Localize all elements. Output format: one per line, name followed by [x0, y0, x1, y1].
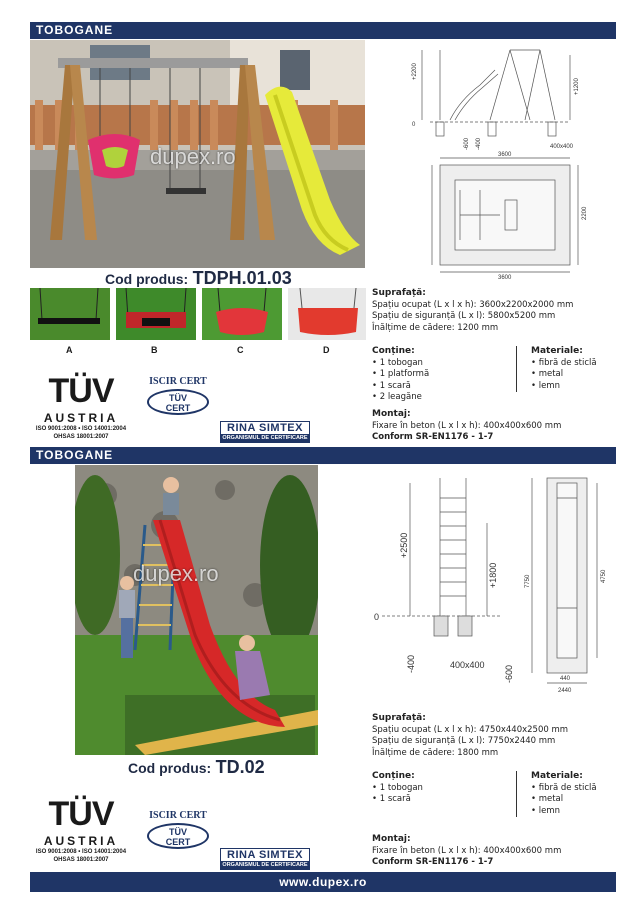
dim-w2: 4750 — [601, 569, 607, 583]
spec-materials-1 — [516, 346, 597, 392]
mount-heading: Montaj: — [372, 409, 411, 419]
dim-zero: 0 — [374, 612, 380, 622]
tuv-cert-top: TÜV — [169, 827, 187, 837]
contains-heading: Conține: — [372, 771, 415, 781]
contains-item: • 1 tobogan — [372, 357, 423, 368]
tuv-cert-bottom: CERT — [165, 403, 191, 413]
dim-h2: +1800 — [488, 562, 498, 588]
rina-title: RINA SIMTEX — [227, 849, 303, 861]
dim-w1: 3600 — [498, 152, 512, 158]
product-code-value: TDPH.01.03 — [192, 268, 292, 288]
materials-item: • metal — [531, 369, 564, 379]
contains-item: • 1 scară — [372, 794, 411, 804]
tuv-cert-bottom: CERT — [165, 837, 191, 847]
rina-simtex-logo-2 — [220, 848, 310, 870]
spec-surface-1 — [372, 288, 612, 334]
materials-item: • lemn — [531, 380, 560, 391]
materials-item: • lemn — [531, 805, 560, 816]
iso-line-1: ISO 9001:2008 • ISO 14001:2004 — [35, 849, 127, 855]
dim-w4: 2440 — [558, 688, 572, 694]
product-code-label: Cod produs: — [105, 271, 189, 287]
mount-text: Fixare în beton (L x l x h): 400x400x600 mm — [372, 845, 562, 856]
surface-line-3: Înălțime de cădere: 1800 mm — [372, 747, 499, 758]
dim-d1: -600 — [464, 137, 470, 150]
contains-heading: Conține: — [372, 346, 415, 356]
tuv-mark: TÜV — [48, 372, 114, 410]
surface-line-1: Spațiu ocupat (L x l x h): 3600x2200x2000 mm — [372, 299, 574, 310]
materials-heading: Materiale: — [531, 771, 583, 781]
austria-text: AUSTRIA — [43, 411, 119, 425]
surface-heading: Suprafață: — [372, 713, 426, 723]
iso-line-2: OHSAS 18001:2007 — [53, 434, 109, 440]
dim-h1: +2500 — [399, 532, 409, 558]
iscir-tuv-cert-logo-1 — [138, 376, 218, 415]
surface-line-2: Spațiu de siguranță (L x l): 7750x2440 mm — [372, 736, 556, 746]
tuv-austria-logo-1 — [32, 372, 130, 441]
spec-mount-1 — [372, 409, 612, 444]
conform-text: Conform SR-EN1176 - 1-7 — [372, 857, 494, 867]
dim-d2: 400x400 — [450, 660, 485, 670]
footer-url[interactable]: www.dupex.ro — [30, 872, 616, 892]
spec-contains-1 — [372, 346, 502, 404]
spec-materials-2 — [516, 771, 597, 817]
product-photo-2 — [75, 465, 318, 755]
dim-d1: -400 — [406, 654, 416, 673]
spec-surface-2 — [372, 713, 612, 759]
contains-item: • 1 platformă — [372, 369, 430, 379]
technical-drawing-2 — [372, 468, 616, 696]
iso-line-1: ISO 9001:2008 • ISO 14001:2004 — [35, 426, 127, 432]
seat-label-c: C — [237, 345, 244, 355]
dim-d2: -400 — [476, 137, 482, 150]
tuv-mark: TÜV — [48, 795, 114, 833]
contains-item: • 1 scară — [372, 380, 411, 391]
slide-photo — [75, 465, 318, 755]
mount-text: Fixare în beton (L x l x h): 400x400x600 mm — [372, 420, 562, 431]
tuv-cert-oval — [147, 389, 209, 415]
dim-h2: +1200 — [574, 78, 580, 95]
surface-line-2: Spațiu de siguranță (L x l): 5800x5200 mm — [372, 311, 556, 321]
rina-sub: ORGANISMUL DE CERTIFICARE — [222, 435, 308, 441]
rina-sub: ORGANISMUL DE CERTIFICARE — [222, 862, 308, 868]
seat-label-a: A — [66, 345, 73, 355]
technical-drawing-1 — [410, 40, 616, 280]
dim-h1: +2200 — [412, 63, 418, 80]
rina-title: RINA SIMTEX — [227, 422, 303, 434]
dim-w1b: 3600 — [498, 275, 512, 280]
product-code-label: Cod produs: — [128, 760, 212, 776]
contains-item: • 2 leagăne — [372, 392, 422, 402]
mount-heading: Montaj: — [372, 834, 411, 844]
austria-text: AUSTRIA — [43, 834, 119, 848]
dim-w3: 440 — [560, 676, 571, 682]
iscir-text: ISCIR CERT — [149, 376, 207, 387]
tuv-austria-logo-2 — [32, 795, 130, 864]
dim-w1: 7750 — [525, 574, 531, 588]
spec-mount-2 — [372, 834, 612, 869]
watermark: dupex.ro — [150, 144, 236, 169]
dim-zero: 0 — [412, 122, 416, 128]
rina-simtex-logo-1 — [220, 421, 310, 443]
dim-w2: 2200 — [582, 206, 588, 220]
product-photo-1 — [30, 40, 365, 268]
conform-text: Conform SR-EN1176 - 1-7 — [372, 432, 494, 442]
seat-thumbnails — [30, 288, 366, 340]
section-title-2: TOBOGANE — [30, 447, 616, 464]
tuv-cert-oval — [147, 823, 209, 849]
watermark: dupex.ro — [133, 561, 219, 586]
iscir-tuv-cert-logo-2 — [138, 810, 218, 849]
seat-label-b: B — [151, 345, 158, 355]
product-code-2 — [128, 757, 265, 778]
seat-label-d: D — [323, 345, 330, 355]
materials-heading: Materiale: — [531, 346, 583, 356]
materials-item: • fibră de sticlă — [531, 782, 597, 793]
iscir-text: ISCIR CERT — [149, 810, 207, 821]
surface-line-1: Spațiu ocupat (L x l x h): 4750x440x2500 mm — [372, 724, 569, 735]
dim-d3: -600 — [504, 664, 514, 683]
spec-contains-2 — [372, 771, 502, 806]
materials-item: • fibră de sticlă — [531, 357, 597, 368]
iso-line-2: OHSAS 18001:2007 — [53, 857, 109, 863]
section-title-1: TOBOGANE — [30, 22, 616, 39]
dim-d3: 400x400 — [550, 144, 574, 150]
contains-item: • 1 tobogan — [372, 782, 423, 793]
surface-line-3: Înălțime de cădere: 1200 mm — [372, 322, 499, 333]
product-code-value: TD.02 — [215, 757, 265, 777]
surface-heading: Suprafață: — [372, 288, 426, 298]
product-code-1 — [105, 268, 292, 289]
materials-item: • metal — [531, 794, 564, 804]
tuv-cert-top: TÜV — [169, 393, 187, 403]
